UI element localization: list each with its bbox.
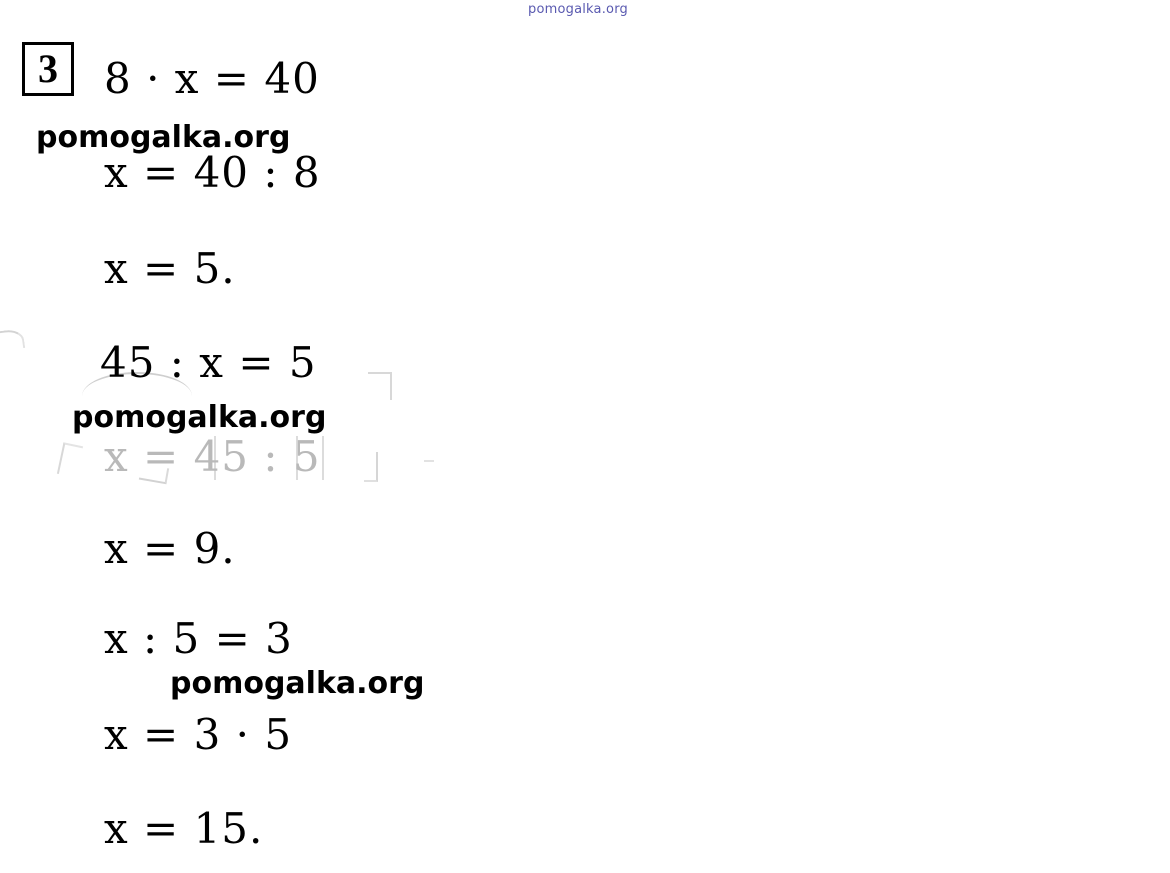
equation-line-9: x = 15.	[104, 804, 264, 853]
scan-artifact-stroke	[368, 372, 392, 400]
equation-line-1: 8 · x = 40	[104, 54, 320, 103]
equation-line-5: x = 45 : 5	[104, 432, 321, 481]
equation-line-4: 45 : x = 5	[100, 338, 317, 387]
exercise-number-label: 3	[38, 46, 58, 91]
equation-line-8: x = 3 · 5	[104, 710, 293, 759]
scan-artifact-stroke	[0, 328, 25, 352]
watermark-1: pomogalka.org	[36, 120, 291, 155]
equation-line-7: x : 5 = 3	[104, 614, 293, 663]
equation-line-6: x = 9.	[104, 524, 236, 573]
equation-line-3: x = 5.	[104, 244, 236, 293]
exercise-number-box	[22, 42, 74, 96]
scan-artifact-stroke	[322, 436, 324, 480]
scan-artifact-stroke	[424, 460, 434, 472]
watermark-3: pomogalka.org	[170, 666, 425, 701]
top-watermark: pomogalka.org	[528, 2, 628, 17]
scan-artifact-stroke	[364, 452, 378, 482]
equation-line-2: x = 40 : 8	[104, 148, 321, 197]
watermark-2: pomogalka.org	[72, 400, 327, 435]
scan-artifact-stroke	[57, 442, 83, 477]
